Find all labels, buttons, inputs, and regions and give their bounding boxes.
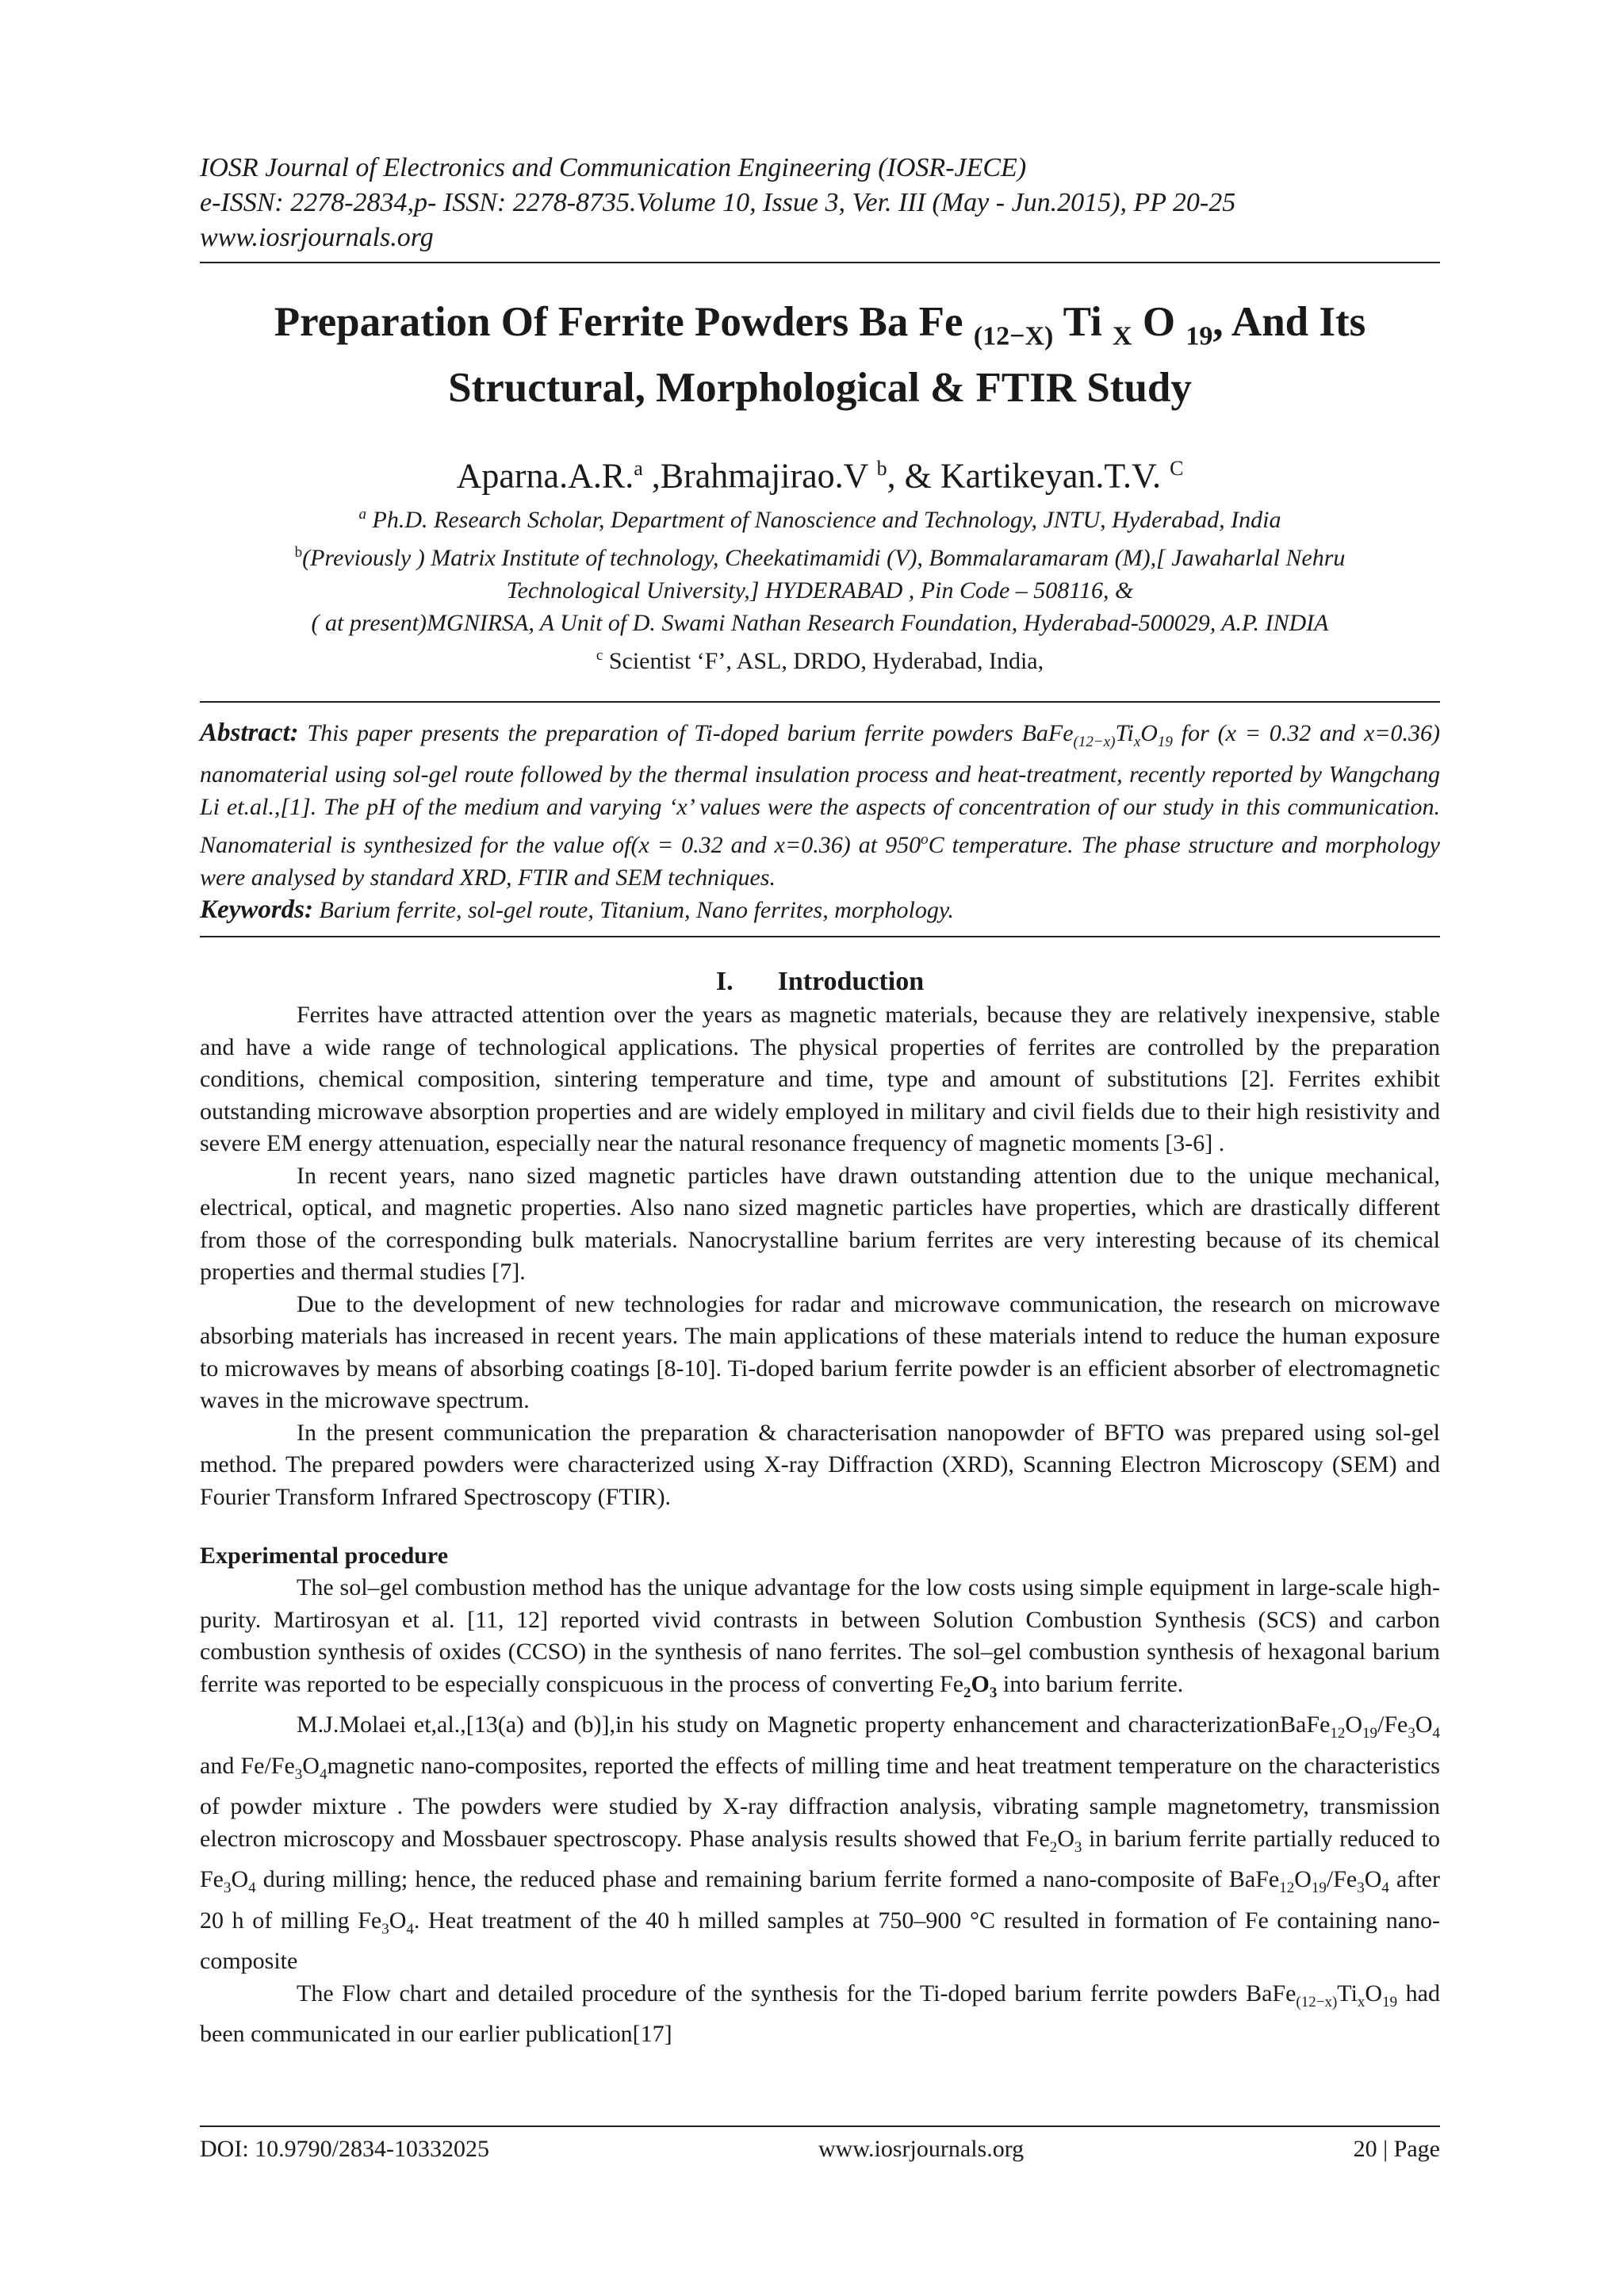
- footer-website[interactable]: www.iosrjournals.org: [818, 2136, 1025, 2162]
- journal-issn: e-ISSN: 2278-2834,p- ISSN: 2278-8735.Volume 10, Issue 3, Ver. III (May - Jun.2015), PP 20-25: [200, 188, 1236, 217]
- author-list: Aparna.A.R.$^a$ ,Brahmajirao.V $^b$, & Kartikeyan.T.V. $^C$: [456, 456, 1184, 496]
- title-line-1: Preparation Of Ferrite Powders Ba Fe $_{(12-X)}$ Ti $_X$ O $_{19}$, And Its: [274, 299, 1366, 351]
- journal-website[interactable]: www.iosrjournals.org: [200, 223, 434, 252]
- keywords: Keywords: Barium ferrite, sol-gel route, Titanium, Nano ferrites, morphology.: [200, 895, 955, 925]
- experimental-paragraph-1: The sol–gel combustion method has the unique advantage for the low costs using simple equipment in large-scale high-purity. Martirosyan et al. [11, 12] reported vivid contrasts in between Solution Combustion Synthesis (SCS) and carbon combustion synthesis of oxides (CCSO) in the synthesis of nano ferrites. The sol–gel combustion synthesis of hexagonal barium ferrite was reported to be especially conspicuous in the process of converting $Fe_2O_3$ into barium ferrite.: [200, 1574, 1440, 1701]
- affiliation-b-present: ( at present)MGNIRSA, A Unit of D. Swami Nathan Research Foundation, Hyderabad-500029, A.P. INDIA: [311, 610, 1329, 637]
- paper-title: [200, 297, 1440, 413]
- header-rule: [200, 262, 1440, 263]
- abstract: Abstract: This paper presents the preparation of Ti-doped barium ferrite powders $BaFe_{(12-x)}Ti_xO_{19}$ for (x = 0.32 and x=0.36) nanomaterial using sol-gel route followed by the thermal insulation process and heat-treatment, recently reported by Wangchang Li et.al.,[1]. The pH of the medium and varying ‘x’ values were the aspects of concentration of our study in this communication. Nanomaterial is synthesized for the value of(x = 0.32 and x=0.36) at 950$^o$C temperature. The phase structure and morphology were analysed by standard XRD, FTIR and SEM techniques.: [200, 719, 1440, 891]
- intro-paragraph-4: In the present communication the preparation & characterisation nanopowder of BFTO was prepared using sol-gel method. The prepared powders were characterized using X-ray Diffraction (XRD), Scanning Electron Microscopy (SEM) and Fourier Transform Infrared Spectroscopy (FTIR).: [200, 1419, 1440, 1510]
- affiliations: [200, 498, 1440, 677]
- affiliation-b-cont: Technological University,] HYDERABAD , Pin Code – 508116, &: [506, 577, 1134, 604]
- abstract-label: Abstract:: [200, 719, 299, 748]
- journal-name: IOSR Journal of Electronics and Communication Engineering (IOSR-JECE): [200, 153, 1027, 182]
- experimental-paragraph-2: M.J.Molaei et,al.,[13(a) and (b)],in his study on Magnetic property enhancement and $characterizationBaFe_{12}O_{19}/Fe_3O_4$ and $Fe/Fe_3O_4magnetic$ nano-composites, reported the effects of milling time and heat treatment temperature on the characteristics of powder mixture . The powders were studied by X-ray diffraction analysis, vibrating sample magnetometry, transmission electron microscopy and Mossbauer spectroscopy. Phase analysis results showed that $Fe_2O_3$ in barium ferrite partially reduced to $Fe_3O_4$ during milling; hence, the reduced phase and remaining barium ferrite formed a nano-composite of $BaFe_{12}O_{19}/Fe_3O_4$ after 20 h of milling $Fe_3O_4$. Heat treatment of the 40 h milled samples at 750–900 °C resulted in formation of Fe containing nano-composite: [200, 1711, 1440, 1975]
- keywords-label: Keywords:: [200, 895, 313, 925]
- page: [200, 151, 1440, 2051]
- footer-page-number: 20 | Page: [1353, 2136, 1440, 2162]
- affiliation-c: $^c$ Scientist ‘F’, ASL, DRDO, Hyderabad, India,: [596, 647, 1044, 675]
- experimental-heading: Experimental procedure: [200, 1543, 449, 1570]
- affiliation-b: $^b$(Previously ) Matrix Institute of technology, Cheekatimamidi (V), Bommalaramaram (M),[ Jawaharlal Nehru: [294, 544, 1346, 572]
- intro-paragraph-2: In recent years, nano sized magnetic particles have drawn outstanding attention due to the unique mechanical, electrical, optical, and magnetic properties. Also nano sized magnetic particles have properties, which are drastically different from those of the corresponding bulk materials. Nanocrystalline barium ferrites are very interesting because of its chemical properties and thermal studies [7].: [200, 1162, 1440, 1286]
- section-heading-introduction: I. Introduction: [715, 967, 925, 997]
- intro-paragraph-1: Ferrites have attracted attention over the years as magnetic materials, because they are relatively inexpensive, stable and have a wide range of technological applications. The physical properties of ferrites are controlled by the preparation conditions, chemical composition, sintering temperature and time, type and amount of substitutions [2]. Ferrites exhibit outstanding microwave absorption properties and are widely employed in military and civil fields due to their high resistivity and severe EM energy attenuation, especially near the natural resonance frequency of magnetic moments [3-6] .: [200, 1002, 1440, 1157]
- footer-doi: DOI: 10.9790/2834-10332025: [200, 2136, 489, 2162]
- abstract-box: [200, 701, 1440, 937]
- journal-header: [200, 151, 1440, 255]
- page-footer: [200, 2125, 1440, 2162]
- affiliation-a: $^a$ Ph.D. Research Scholar, Department of Nanoscience and Technology, JNTU, Hyderabad, India: [358, 506, 1281, 534]
- intro-paragraph-3: Due to the development of new technologies for radar and microwave communication, the research on microwave absorbing materials has increased in recent years. The main applications of these materials intend to reduce the human exposure to microwaves by means of absorbing coatings [8-10]. Ti-doped barium ferrite powder is an efficient absorber of electromagnetic waves in the microwave spectrum.: [200, 1290, 1440, 1414]
- title-line-2: Structural, Morphological & FTIR Study: [448, 364, 1192, 411]
- experimental-paragraph-3: The Flow chart and detailed procedure of the synthesis for the Ti-doped barium ferrite powders $BaFe_{(12-x)}Ti_xO_{19}$ had been communicated in our earlier publication[17]: [200, 1980, 1440, 2048]
